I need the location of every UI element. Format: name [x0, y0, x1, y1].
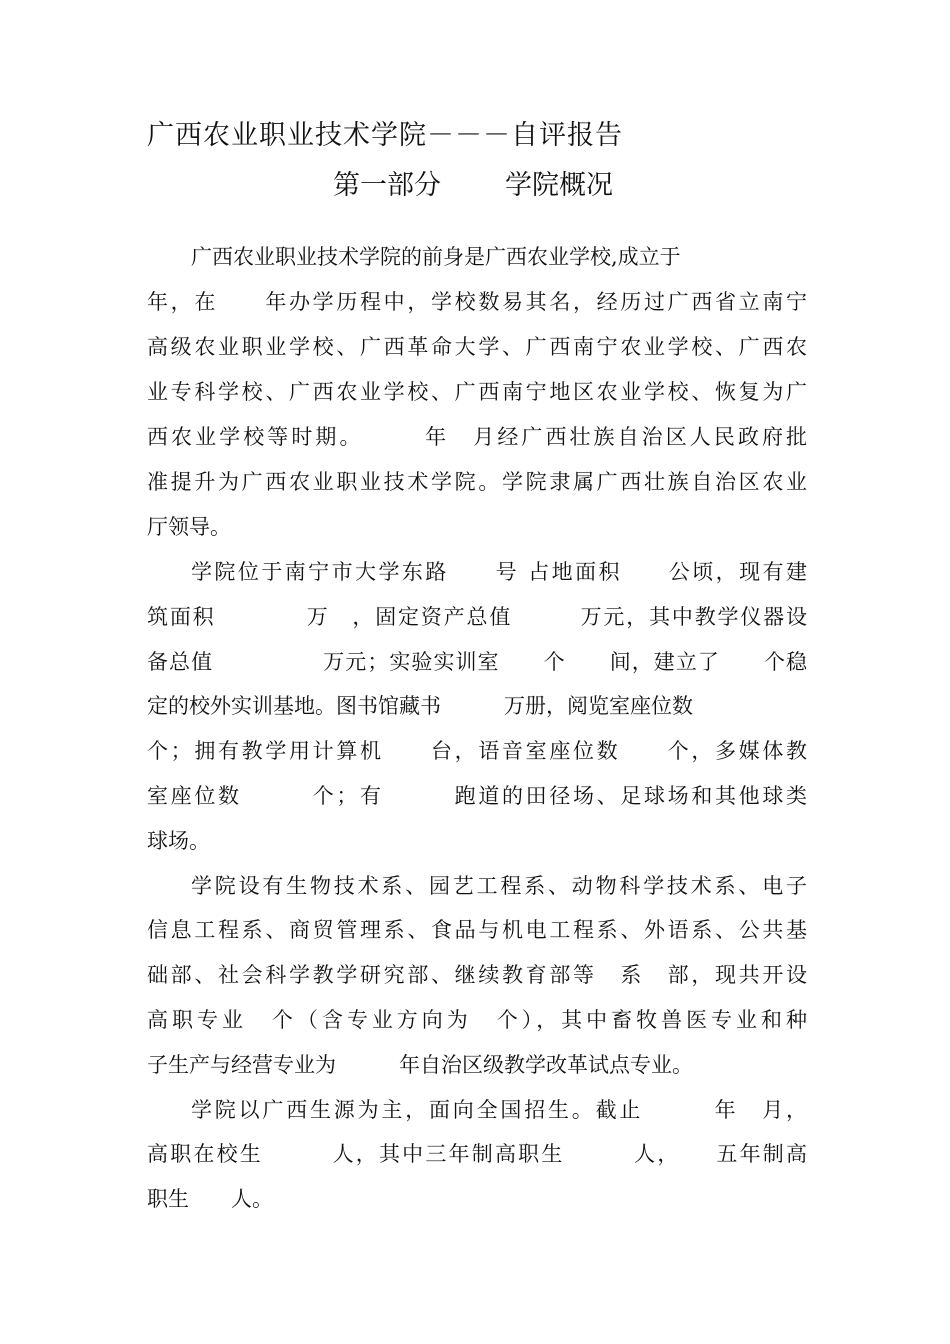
text-line: 职生 人。: [147, 1187, 273, 1211]
text-line: 业专科学校、广西农业学校、广西南宁地区农业学校、恢复为广: [147, 380, 807, 404]
text-line: 高职专业 个（含专业方向为 个），其中畜牧兽医专业和种: [147, 1008, 807, 1032]
text-line: 定的校外实训基地。图书馆藏书 万册，阅览室座位数: [147, 694, 693, 718]
text-line: 年，在 年办学历程中，学校数易其名，经历过广西省立南宁: [147, 290, 807, 314]
text-line: 广西农业职业技术学院的前身是广西农业学校,成立于: [191, 245, 681, 269]
text-line: 学院设有生物技术系、园艺工程系、动物科学技术系、电子: [191, 874, 807, 898]
text-line: 高级农业职业学校、广西革命大学、广西南宁农业学校、广西农: [147, 335, 807, 359]
text-line: 球场。: [147, 829, 210, 853]
text-line: 础部、社会科学教学研究部、继续教育部等 系 部，现共开设: [147, 963, 807, 987]
text-line: 子生产与经营专业为 年自治区级教学改革试点专业。: [147, 1053, 693, 1077]
section-part: 第一部分: [333, 170, 441, 201]
document-title: 广西农业职业技术学院－－－自评报告: [147, 120, 623, 151]
text-line: 个；拥有教学用计算机 台，语音室座位数 个，多媒体教: [147, 739, 807, 763]
text-line: 室座位数 个；有 跑道的田径场、足球场和其他球类: [147, 784, 807, 808]
text-line: 备总值 万元；实验实训室 个 间，建立了 个稳: [147, 650, 807, 674]
text-line: 高职在校生 人，其中三年制高职生 人， 五年制高: [147, 1142, 807, 1166]
text-line: 学院以广西生源为主，面向全国招生。截止 年 月，: [191, 1098, 807, 1122]
text-line: 学院位于南宁市大学东路 号 占地面积 公顷，现有建: [191, 560, 807, 584]
text-line: 厅领导。: [147, 515, 231, 539]
section-heading: [333, 163, 613, 202]
text-line: 准提升为广西农业职业技术学院。学院隶属广西壮族自治区农业: [147, 470, 807, 494]
text-line: 筑面积 万 ，固定资产总值 万元，其中教学仪器设: [147, 605, 807, 629]
text-line: 信息工程系、商贸管理系、食品与机电工程系、外语系、公共基: [147, 918, 807, 942]
text-line: 西农业学校等时期。 年 月经广西壮族自治区人民政府批: [147, 425, 807, 449]
section-name: 学院概况: [505, 170, 613, 201]
